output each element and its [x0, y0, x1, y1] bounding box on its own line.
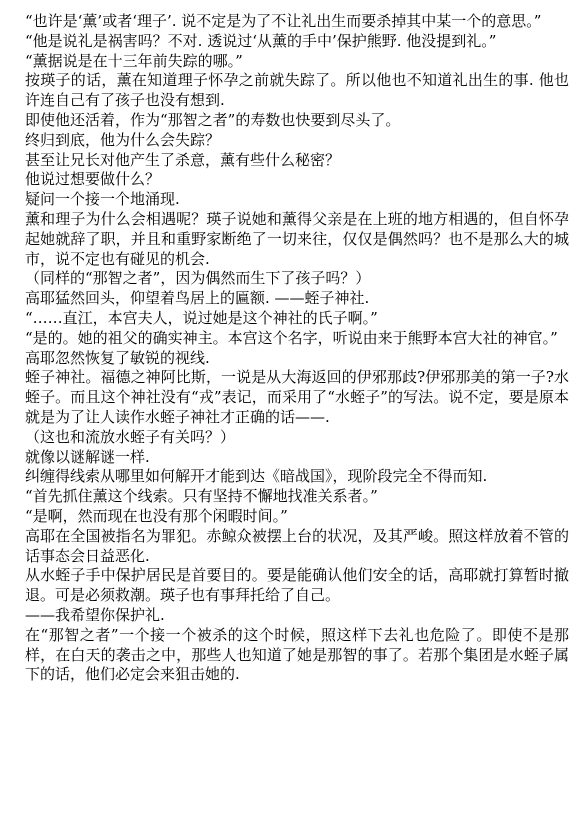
paragraph: 他说过想要做什么？ [25, 170, 161, 189]
paragraph: 高耶在全国被指名为罪犯。赤鲸众被摆上台的状况，及其严峻。照这样放着不管的话事态会日益恶化. [25, 526, 569, 565]
paragraph: “也许是‘薰’或者‘理子’. 说不定是为了不让礼出生而要杀掉其中某一个的意思。” [25, 12, 542, 30]
paragraph: ——我希望你保护礼. [25, 605, 165, 624]
paragraph: “是的。她的祖父的确实神主。本宫这个名字，听说由来于熊野本宫大社的神官。” [25, 328, 558, 347]
paragraph: 从水蛭子手中保护居民是首要目的。要是能确认他们安全的话，高耶就打算暂时撤退。可是必须救潮。瑛子也有事拜托给了自己。 [25, 566, 569, 605]
paragraph: 终归到底，他为什么会失踪？ [25, 130, 221, 149]
paragraph: “是啊，然而现在也没有那个闲暇时间。” [25, 506, 288, 525]
paragraph: 按瑛子的话，薰在知道理子怀孕之前就失踪了。所以他也不知道礼出生的事. 他也许连自己有了孩子也没有想到. [25, 71, 569, 110]
paragraph: “他是说礼是祸害吗？不对. 透说过‘从薰的手中’保护熊野. 他没提到礼。” [25, 31, 497, 50]
paragraph: 高耶忽然恢复了敏锐的视线. [25, 348, 210, 367]
paragraph: 疑问一个接一个地涌现. [25, 190, 180, 209]
paragraph: 纠缠得线索从哪里如何解开才能到达《暗战国》，现阶段完全不得而知. [25, 467, 488, 486]
paragraph: 甚至让兄长对他产生了杀意，薰有些什么秘密？ [25, 150, 341, 169]
paragraph: 薰和理子为什么会相遇呢？瑛子说她和薰得父亲是在上班的地方相遇的，但自怀孕起她就辞了职，并且和重野家断绝了一切来往，仅仅是偶然吗？也不是那么大的城市，说不定也有碰见的机会. [25, 209, 569, 268]
paragraph: 就像以谜解谜一样. [25, 447, 150, 466]
paragraph: 高耶猛然回头，仰望着鸟居上的匾额. ——蛭子神社. [25, 289, 370, 308]
paragraph: 蛭子神社。福德之神阿比斯，一说是从大海返回的伊邪那歧?伊邪那美的第一子?水蛭子。而且这个神社没有“戎”表记，而采用了“水蛭子”的写法。说不定，要是原本就是为了让人读作水蛭子神社才正确的话——. [25, 368, 569, 426]
paragraph: “……直江，本宫夫人，说过她是这个神社的氏子啊。” [25, 308, 378, 327]
paragraph: （同样的“那智之者”，因为偶然而生下了孩子吗？） [25, 269, 371, 288]
paragraph: （这也和流放水蛭子有关吗？） [25, 427, 236, 446]
paragraph: “首先抓住薰这个线索。只有坚持不懈地找准关系者。” [25, 487, 378, 506]
paragraph: 在“那智之者”一个接一个被杀的这个时候，照这样下去礼也危险了。即使不是那样，在白天的袭击之中，那些人也知道了她是那智的事了。若那个集团是水蛭子属下的话，他们必定会来狙击她的. [25, 625, 569, 684]
paragraph: “薰据说是在十三年前失踪的哪。” [25, 51, 243, 70]
paragraph: 即使他还活着，作为“那智之者”的寿数也快要到尽头了。 [25, 110, 401, 129]
